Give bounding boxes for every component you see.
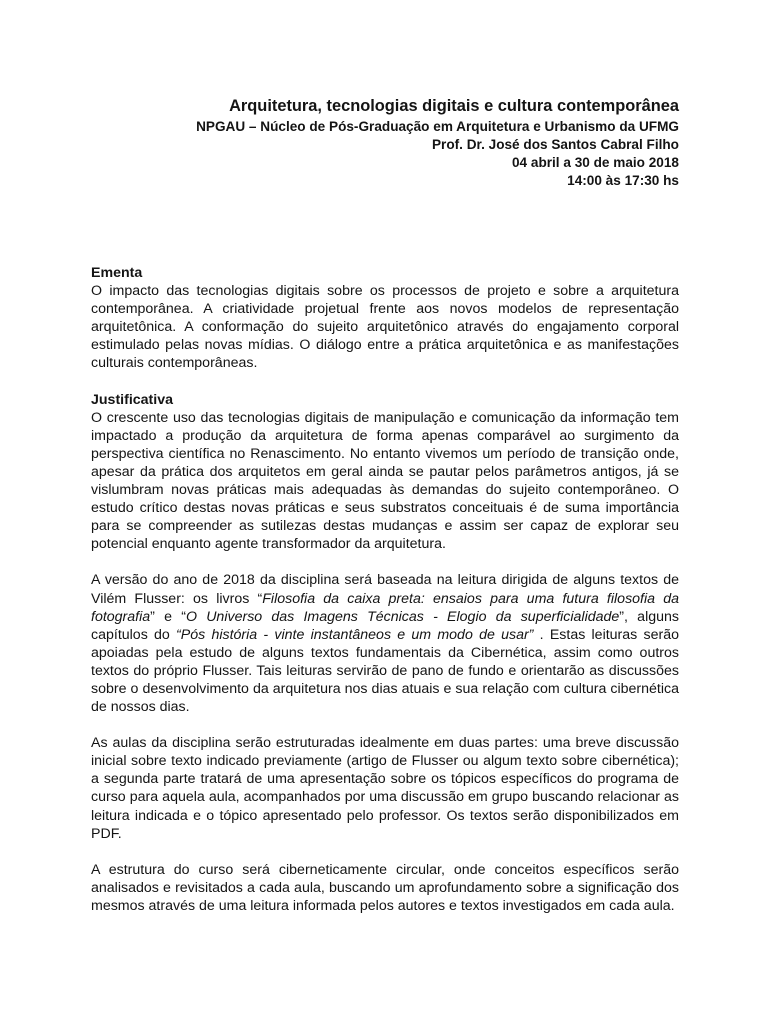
- paragraph-spacer: [91, 553, 679, 571]
- p2-text-c: ”, alguns capítulos do: [91, 608, 679, 643]
- p2-text-b: ” e “: [150, 608, 186, 625]
- course-time: 14:00 às 17:30 hs: [567, 173, 679, 188]
- document-header: [91, 96, 679, 190]
- ementa-heading: Ementa: [91, 265, 143, 281]
- justificativa-paragraph-4: A estrutura do curso será ciberneticamente circular, onde conceitos específicos serão analisados e revisitados a cada aula, buscando um aprofundamento sobre a significação dos mesmos através de uma leitura informada pelos autores e textos investigados em cada aula.: [91, 861, 679, 914]
- justificativa-paragraph-1: O crescente uso das tecnologias digitais de manipulação e comunicação da informação tem impactado a produção da arquitetura de forma apenas comparável ao surgimento da perspectiva científica no Renascimento. No entanto vivemos um período de transição onde, apesar da prática dos arquitetos em geral ainda se pautar pelos parâmetros antigos, já se vislumbram novas práticas mais adequadas às demandas do sujeito contemporâneo. O estudo crítico destas novas práticas e seus substratos conceituais é de suma importância para se compreender as sutilezas destas mudanças e assim ser capaz de explorar seu potencial enquanto agente transformador da arquitetura.: [91, 409, 679, 553]
- justificativa-heading: Justificativa: [91, 391, 174, 408]
- section-spacer: [91, 373, 679, 391]
- justificativa-paragraph-3: As aulas da disciplina serão estruturadas idealmente em duas partes: uma breve discussão inicial sobre texto indicado previamente (artigo de Flusser ou algum texto sobre cibernética); a segunda parte tratará de uma apresentação sobre os tópicos específicos do programa de curso para aquela aula, acompanhados por uma discussão em grupo buscando relacionar as leitura indicada e o tópico apresentado pelo professor. Os textos serão disponibilizados em PDF.: [91, 735, 679, 842]
- book-title-3: “Pós história - vinte instantâneos e um modo de usar”: [176, 626, 534, 643]
- book-title-2: O Universo das Imagens Técnicas - Elogio da superficialidade: [185, 608, 620, 625]
- document-page: [91, 96, 679, 915]
- program-name: NPGAU – Núcleo de Pós-Graduação em Arquitetura e Urbanismo da UFMG: [196, 119, 679, 134]
- course-title: Arquitetura, tecnologias digitais e cultura contemporânea: [229, 97, 679, 115]
- book-title-1: Filosofia da caixa preta: ensaios para uma futura filosofia da fotografia: [91, 590, 680, 625]
- paragraph-spacer: [91, 843, 679, 861]
- course-dates: 04 abril a 30 de maio 2018: [511, 155, 679, 170]
- justificativa-paragraph-2: [91, 571, 679, 716]
- ementa-paragraph: O impacto das tecnologias digitais sobre os processos de projeto e sobre a arquitetura contemporânea. A criatividade projetual frente aos novos modelos de representação arquitetônica. A conformação do sujeito arquitetônico através do engajamento corporal estimulado pelas novas mídias. O diálogo entre a prática arquitetônica e as manifestações culturais contemporâneas.: [91, 283, 679, 372]
- document-body: [91, 264, 679, 915]
- p2-text-d: . Estas leituras serão apoiadas pela estudo de alguns textos fundamentais da Cibernética, assim como outros textos do próprio Flusser. Tais leituras servirão de pano de fundo e orientarão as discussões sobre o desenvolvimento da arquitetura nos dias atuais e sua relação com cultura cibernética de nossos dias.: [91, 626, 679, 716]
- professor-name: Prof. Dr. José dos Santos Cabral Filho: [431, 137, 679, 152]
- paragraph-spacer: [91, 716, 679, 734]
- p2-text-a: A versão do ano de 2018 da disciplina será baseada na leitura dirigida de alguns textos de Vilém Flusser: os livros “: [91, 572, 679, 607]
